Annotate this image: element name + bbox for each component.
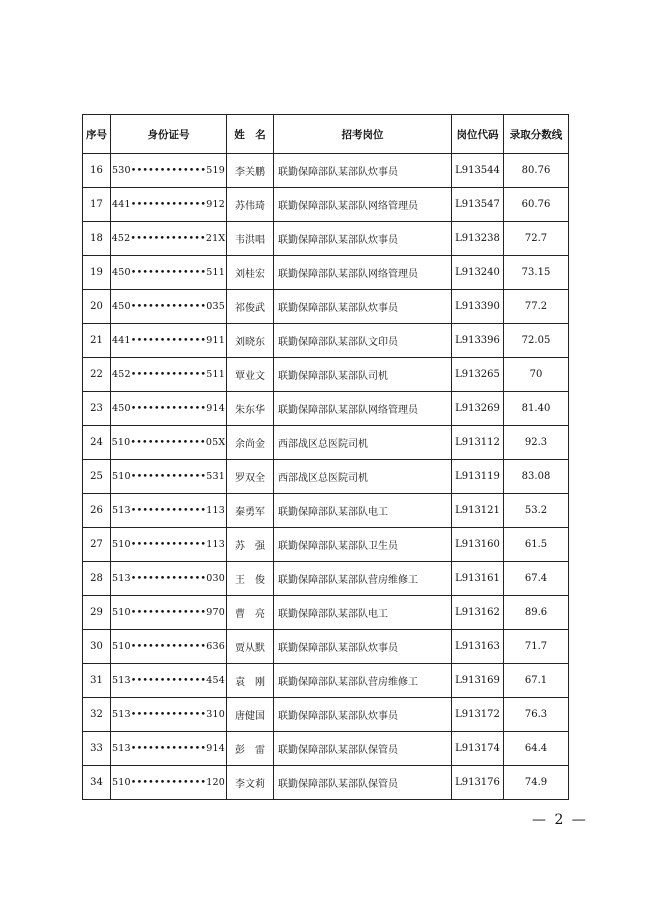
position-code-cell: L913163 (452, 630, 504, 664)
id-number-cell: 530•••••••••••••519 (111, 154, 227, 188)
position-cell: 联勤保障部队某部队炊事员 (274, 222, 452, 256)
table-row (83, 664, 569, 698)
id-number-cell: 450•••••••••••••511 (111, 256, 227, 290)
score-cell: 80.76 (504, 154, 569, 188)
id-number-header: 身份证号 (111, 115, 227, 154)
serial-cell: 24 (83, 426, 111, 460)
position-cell: 联勤保障部队某部队炊事员 (274, 154, 452, 188)
serial-cell: 22 (83, 358, 111, 392)
table-row (83, 528, 569, 562)
id-number-cell: 510•••••••••••••05X (111, 426, 227, 460)
id-number-cell: 452•••••••••••••21X (111, 222, 227, 256)
table-row (83, 596, 569, 630)
score-cell: 73.15 (504, 256, 569, 290)
table-header-row (83, 115, 569, 154)
position-code-cell: L913169 (452, 664, 504, 698)
score-header: 录取分数线 (504, 115, 569, 154)
serial-cell: 29 (83, 596, 111, 630)
score-cell: 72.05 (504, 324, 569, 358)
position-cell: 联勤保障部队某部队网络管理员 (274, 188, 452, 222)
position-cell: 联勤保障部队某部队电工 (274, 596, 452, 630)
serial-cell: 33 (83, 732, 111, 766)
position-code-cell: L913238 (452, 222, 504, 256)
serial-header: 序号 (83, 115, 111, 154)
table-row (83, 188, 569, 222)
position-code-cell: L913396 (452, 324, 504, 358)
id-number-cell: 513•••••••••••••914 (111, 732, 227, 766)
name-cell: 李文莉 (227, 766, 274, 800)
position-cell: 联勤保障部队某部队保管员 (274, 766, 452, 800)
serial-cell: 32 (83, 698, 111, 732)
position-header: 招考岗位 (274, 115, 452, 154)
table-row (83, 256, 569, 290)
position-code-cell: L913172 (452, 698, 504, 732)
serial-cell: 17 (83, 188, 111, 222)
position-code-cell: L913176 (452, 766, 504, 800)
score-cell: 60.76 (504, 188, 569, 222)
name-cell: 贾从默 (227, 630, 274, 664)
name-cell: 刘桂宏 (227, 256, 274, 290)
table-row (83, 426, 569, 460)
name-cell: 余尚金 (227, 426, 274, 460)
position-cell: 联勤保障部队某部队电工 (274, 494, 452, 528)
name-cell: 刘晓东 (227, 324, 274, 358)
id-number-cell: 510•••••••••••••636 (111, 630, 227, 664)
score-cell: 67.1 (504, 664, 569, 698)
position-code-cell: L913544 (452, 154, 504, 188)
id-number-cell: 452•••••••••••••511 (111, 358, 227, 392)
position-code-cell: L913240 (452, 256, 504, 290)
position-code-cell: L913161 (452, 562, 504, 596)
position-cell: 联勤保障部队某部队炊事员 (274, 630, 452, 664)
id-number-cell: 510•••••••••••••970 (111, 596, 227, 630)
serial-cell: 27 (83, 528, 111, 562)
position-cell: 联勤保障部队某部队网络管理员 (274, 392, 452, 426)
table-row (83, 766, 569, 800)
score-cell: 53.2 (504, 494, 569, 528)
table-row (83, 562, 569, 596)
name-cell: 罗双全 (227, 460, 274, 494)
id-number-cell: 513•••••••••••••454 (111, 664, 227, 698)
name-cell: 秦勇军 (227, 494, 274, 528)
id-number-cell: 450•••••••••••••914 (111, 392, 227, 426)
position-code-cell: L913112 (452, 426, 504, 460)
name-cell: 王 俊 (227, 562, 274, 596)
score-cell: 71.7 (504, 630, 569, 664)
id-number-cell: 510•••••••••••••113 (111, 528, 227, 562)
table-row (83, 222, 569, 256)
table-row (83, 324, 569, 358)
position-cell: 联勤保障部队某部队文印员 (274, 324, 452, 358)
serial-cell: 28 (83, 562, 111, 596)
score-cell: 64.4 (504, 732, 569, 766)
id-number-cell: 441•••••••••••••911 (111, 324, 227, 358)
position-code-cell: L913265 (452, 358, 504, 392)
admission-table (82, 114, 569, 800)
score-cell: 92.3 (504, 426, 569, 460)
id-number-cell: 510•••••••••••••120 (111, 766, 227, 800)
serial-cell: 16 (83, 154, 111, 188)
position-code-header: 岗位代码 (452, 115, 504, 154)
position-cell: 西部战区总医院司机 (274, 426, 452, 460)
serial-cell: 21 (83, 324, 111, 358)
score-cell: 89.6 (504, 596, 569, 630)
table-row (83, 494, 569, 528)
name-cell: 苏伟琦 (227, 188, 274, 222)
name-cell: 袁 刚 (227, 664, 274, 698)
name-cell: 祁俊武 (227, 290, 274, 324)
table-row (83, 732, 569, 766)
serial-cell: 31 (83, 664, 111, 698)
table-row (83, 290, 569, 324)
position-code-cell: L913160 (452, 528, 504, 562)
name-cell: 李关鹏 (227, 154, 274, 188)
score-cell: 74.9 (504, 766, 569, 800)
position-cell: 西部战区总医院司机 (274, 460, 452, 494)
serial-cell: 18 (83, 222, 111, 256)
position-cell: 联勤保障部队某部队保管员 (274, 732, 452, 766)
position-cell: 联勤保障部队某部队卫生员 (274, 528, 452, 562)
id-number-cell: 450•••••••••••••035 (111, 290, 227, 324)
name-cell: 苏 强 (227, 528, 274, 562)
score-cell: 76.3 (504, 698, 569, 732)
name-cell: 覃业文 (227, 358, 274, 392)
position-cell: 联勤保障部队某部队网络管理员 (274, 256, 452, 290)
score-cell: 83.08 (504, 460, 569, 494)
score-cell: 81.40 (504, 392, 569, 426)
table-row (83, 358, 569, 392)
name-cell: 曹 亮 (227, 596, 274, 630)
position-code-cell: L913121 (452, 494, 504, 528)
score-cell: 67.4 (504, 562, 569, 596)
score-cell: 77.2 (504, 290, 569, 324)
table-row (83, 698, 569, 732)
position-code-cell: L913269 (452, 392, 504, 426)
position-cell: 联勤保障部队某部队炊事员 (274, 290, 452, 324)
page-number: — 2 — (532, 812, 588, 828)
position-cell: 联勤保障部队某部队炊事员 (274, 698, 452, 732)
position-cell: 联勤保障部队某部队营房维修工 (274, 664, 452, 698)
serial-cell: 30 (83, 630, 111, 664)
table-row (83, 392, 569, 426)
position-cell: 联勤保障部队某部队营房维修工 (274, 562, 452, 596)
id-number-cell: 513•••••••••••••310 (111, 698, 227, 732)
serial-cell: 26 (83, 494, 111, 528)
id-number-cell: 513•••••••••••••113 (111, 494, 227, 528)
name-cell: 韦洪唱 (227, 222, 274, 256)
serial-cell: 19 (83, 256, 111, 290)
score-cell: 70 (504, 358, 569, 392)
position-cell: 联勤保障部队某部队司机 (274, 358, 452, 392)
id-number-cell: 441•••••••••••••912 (111, 188, 227, 222)
serial-cell: 34 (83, 766, 111, 800)
table-row (83, 154, 569, 188)
position-code-cell: L913390 (452, 290, 504, 324)
table-row (83, 630, 569, 664)
name-cell: 彭 雷 (227, 732, 274, 766)
id-number-cell: 510•••••••••••••531 (111, 460, 227, 494)
id-number-cell: 513•••••••••••••030 (111, 562, 227, 596)
serial-cell: 25 (83, 460, 111, 494)
position-code-cell: L913119 (452, 460, 504, 494)
name-header: 姓 名 (227, 115, 274, 154)
position-code-cell: L913162 (452, 596, 504, 630)
position-code-cell: L913547 (452, 188, 504, 222)
serial-cell: 23 (83, 392, 111, 426)
name-cell: 朱东华 (227, 392, 274, 426)
position-code-cell: L913174 (452, 732, 504, 766)
table-body (83, 154, 569, 800)
score-cell: 61.5 (504, 528, 569, 562)
table-row (83, 460, 569, 494)
name-cell: 唐健国 (227, 698, 274, 732)
score-cell: 72.7 (504, 222, 569, 256)
serial-cell: 20 (83, 290, 111, 324)
